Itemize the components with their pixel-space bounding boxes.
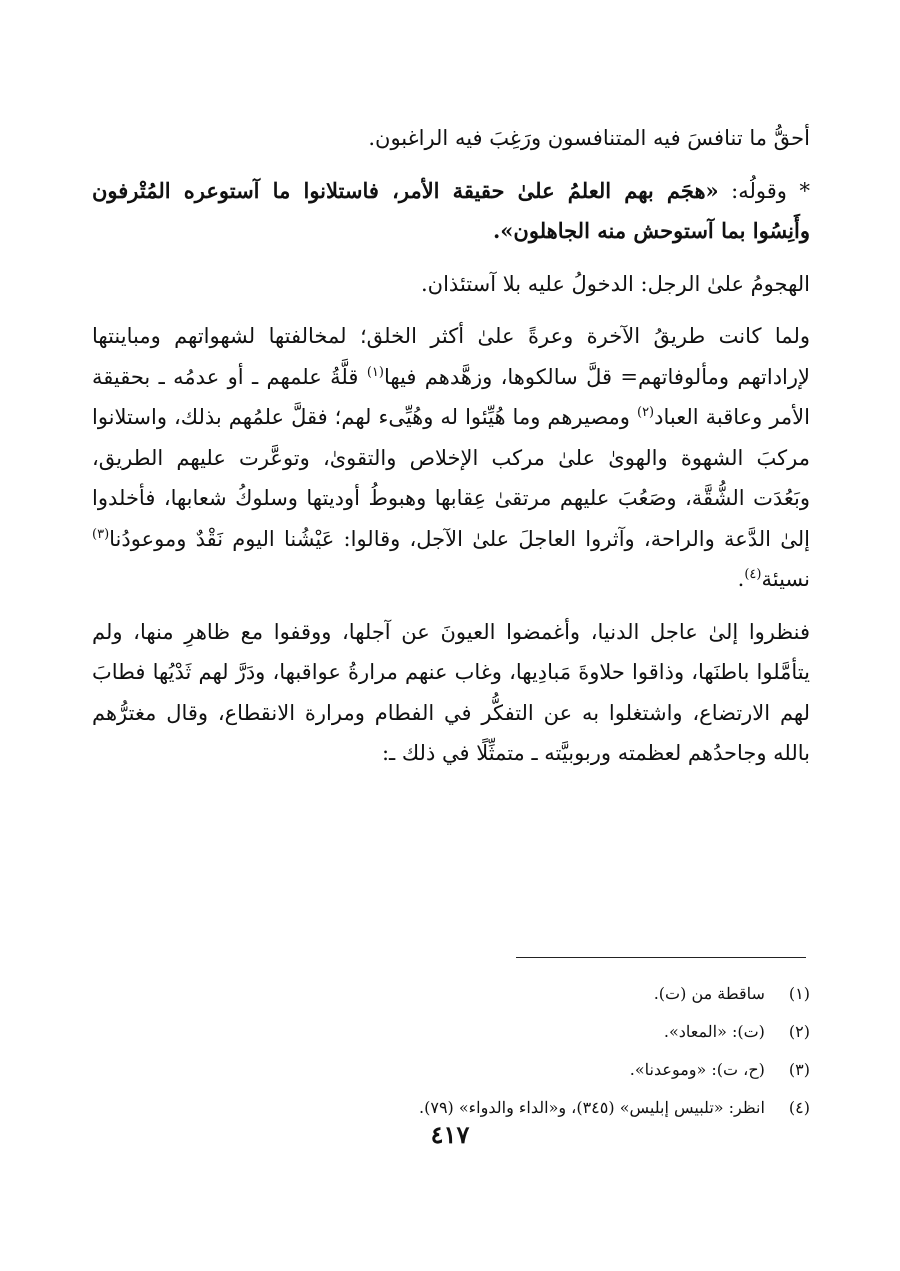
- paragraph-2: [92, 171, 810, 252]
- footnote-ref-2[interactable]: (٢): [636, 405, 655, 420]
- footnote-text: (ت): «المعاد».: [663, 1022, 765, 1041]
- page-number: ٤١٧: [430, 1120, 470, 1149]
- footnote-text: (ح، ت): «وموعدنا».: [629, 1060, 765, 1079]
- paragraph-text: قلَّةُ علمهم ـ أو عدمُه ـ بحقيقة الأمر وعاقبة العباد: [92, 364, 810, 429]
- footnote-item: [92, 1013, 810, 1051]
- paragraph-text: ولما كانت طريقُ الآخرة وعرةً علىٰ أكثر الخلق؛ لمخالفتها لشهواتهم ومباينتها لإراداتهم ومألوفاتهم= قلَّ سالكوها، وزهَّدهم فيها: [92, 324, 810, 389]
- footnote-ref-4[interactable]: (٤): [744, 567, 762, 582]
- paragraph-1: [92, 118, 810, 159]
- footnote-text: انظر: «تلبيس إبليس» (٣٤٥)، و«الداء والدواء» (٧٩).: [419, 1098, 765, 1117]
- footnote-number: (١): [788, 984, 810, 1003]
- footnote-ref-1[interactable]: (١): [366, 364, 384, 380]
- footnote-item: [92, 975, 810, 1013]
- paragraph-text: .: [737, 567, 745, 591]
- footnote-number: (٤): [788, 1098, 810, 1117]
- paragraph-text: * وقولُه:: [718, 178, 810, 203]
- quoted-phrase: «هجَم بهم العلمُ علىٰ حقيقة الأمر، فاستلانوا ما آستوعره المُتْرفون وأَنِسُوا بما آستوحش منه الجاهلون».: [92, 177, 810, 243]
- footnote-number: (٣): [788, 1060, 810, 1079]
- paragraph-3: [92, 264, 810, 305]
- footnotes: [92, 975, 810, 1127]
- footnote-item: [92, 1051, 810, 1089]
- paragraph-5: [92, 612, 810, 774]
- footnote-number: (٢): [788, 1022, 810, 1041]
- paragraph-text: ومصيرهم وما هُيِّئوا له وهُيِّىء لهم؛ فقلَّ علمُهم بذلك، واستلانوا مركبَ الشهوة والهوىٰ علىٰ مركب الإخلاص والتقوىٰ، وتوعَّرت عليهم الطريق، وبَعُدَت الشُّقَّة، وصَعُبَ عليهم مرتقىٰ عِقابها وهبوطُ أوديتها وسلوكُ شعابها، فأخلدوا إلىٰ الدَّعة والراحة، وآثروا العاجلَ علىٰ الآجل، وقالوا: عَيْشُنا اليوم نَقْدٌ وموعودُنا: [92, 405, 811, 551]
- paragraph-4: [92, 316, 810, 600]
- footnote-ref-3[interactable]: (٣): [92, 526, 110, 542]
- main-text: [92, 118, 810, 774]
- paragraph-text: الهجومُ علىٰ الرجل: الدخولُ عليه بلا آستئذان.: [421, 271, 810, 296]
- paragraph-text: أحقُّ ما تنافسَ فيه المتنافسون ورَغِبَ فيه الراغبون.: [368, 126, 810, 150]
- paragraph-text: فنظروا إلىٰ عاجل الدنيا، وأغمضوا العيونَ عن آجلها، ووقفوا مع ظاهرِ منها، ولم يتأمَّلوا باطنَها، وذاقوا حلاوةَ مَبادِيها، وغاب عنهم مرارةُ عواقبها، ودَرَّ لهم ثَدْيُها فطابَ لهم الارتضاع، واشتغلوا به عن التفكُّر في الفطام ومرارة الانقطاع، وقال مغترُّهم بالله وجاحدُهم لعظمته وربوبيَّته ـ متمثِّلًا في ذلك ـ:: [92, 619, 810, 765]
- footnote-divider: [516, 957, 806, 958]
- footnote-text: ساقطة من (ت).: [653, 984, 765, 1003]
- paragraph-text: نسيئة: [761, 567, 810, 591]
